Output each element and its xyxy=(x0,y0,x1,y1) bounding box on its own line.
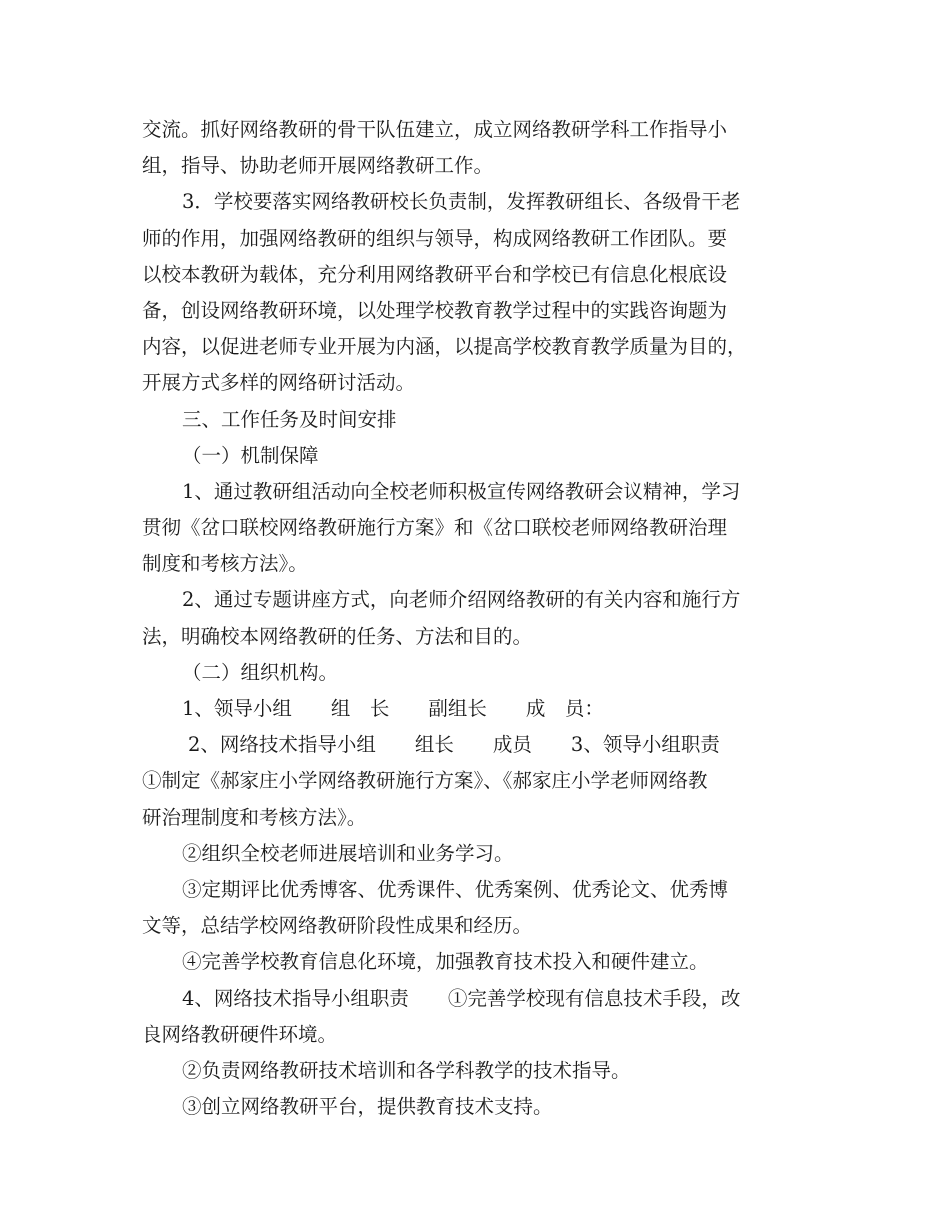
text-line: ④完善学校教育信息化环境，加强教育技术投入和硬件建立。 xyxy=(182,950,709,974)
text-line: 1、通过教研组活动向全校老师积极宣传网络教研会议精神，学习 xyxy=(182,479,741,503)
text-line: 2、通过专题讲座方式，向老师介绍网络教研的有关内容和施行方 xyxy=(182,588,741,612)
text-line: 4、网络技术指导小组职责 ①完善学校现有信息技术手段，改 xyxy=(182,986,741,1010)
text-line: 师的作用，加强网络教研的组织与领导，构成网络教研工作团队。要 xyxy=(142,226,728,250)
text-line: 内容，以促进老师专业开展为内涵，以提高学校教育教学质量为目的， xyxy=(142,335,747,359)
section-heading: 三、工作任务及时间安排 xyxy=(182,407,397,431)
text-line: 以校本教研为载体，充分利用网络教研平台和学校已有信息化根底设 xyxy=(142,262,728,286)
text-line: 良网络教研硬件环境。 xyxy=(142,1022,338,1046)
text-line: 研治理制度和考核方法》。 xyxy=(142,805,367,829)
text-line: ②组织全校老师进展培训和业务学习。 xyxy=(182,841,514,865)
subsection-heading: （一）机制保障 xyxy=(182,443,319,467)
text-line: 法，明确校本网络教研的任务、方法和目的。 xyxy=(142,624,533,648)
text-line: 开展方式多样的网络研讨活动。 xyxy=(142,371,416,395)
text-line: 1、领导小组 组 长 副组长 成 员： xyxy=(182,697,604,720)
text-line: 文等，总结学校网络教研阶段性成果和经历。 xyxy=(142,914,533,938)
text-line: ③创立网络教研平台，提供教育技术支持。 xyxy=(182,1095,553,1119)
text-line: ①制定《郝家庄小学网络教研施行方案》、《郝家庄小学老师网络教 xyxy=(142,769,708,793)
text-line: 3．学校要落实网络教研校长负责制，发挥教研组长、各级骨干老 xyxy=(182,190,741,214)
text-line: 贯彻《岔口联校网络教研施行方案》和《岔口联校老师网络教研治理 xyxy=(142,516,728,540)
subsection-heading: （二）组织机构。 xyxy=(182,660,339,684)
text-line: ③定期评比优秀博客、优秀课件、优秀案例、优秀论文、优秀博 xyxy=(182,877,729,901)
text-line: 组，指导、协助老师开展网络教研工作。 xyxy=(142,154,494,178)
document-body xyxy=(142,112,814,1125)
text-line: 2、网络技术指导小组 组长 成员 3、领导小组职责 xyxy=(188,733,720,757)
text-line: ②负责网络教研技术培训和各学科教学的技术指导。 xyxy=(182,1058,631,1082)
text-line: 制度和考核方法》。 xyxy=(142,552,308,576)
text-line: 交流。抓好网络教研的骨干队伍建立，成立网络教研学科工作指导小 xyxy=(142,118,728,141)
text-line: 备，创设网络教研环境，以处理学校教育教学过程中的实践咨询题为 xyxy=(142,298,728,322)
